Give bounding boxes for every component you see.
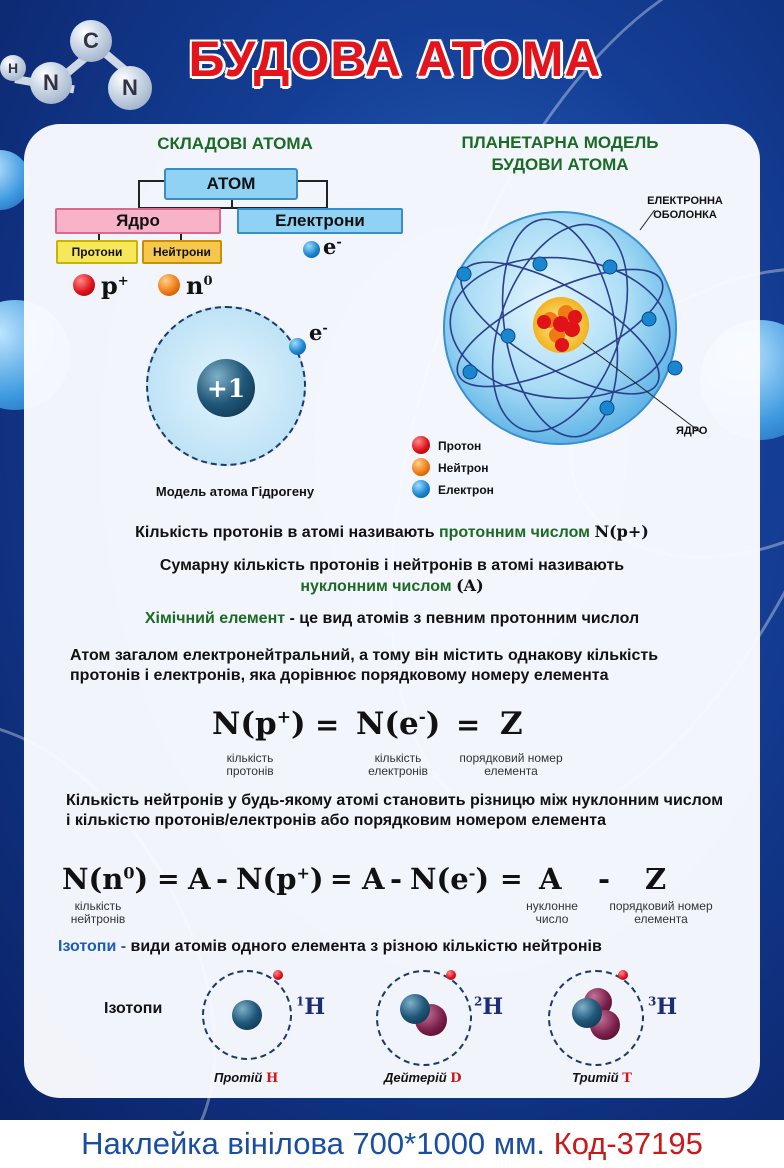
proton-symbol: p+ — [101, 271, 129, 300]
protium-electron — [273, 970, 283, 980]
footer-code: Код-37195 — [553, 1126, 703, 1161]
tree-connector — [326, 180, 328, 208]
tritium-proton — [572, 998, 602, 1028]
formula1-term-z: Z — [500, 706, 523, 742]
formula2-term-neutrons: $N(n^0)$ — [62, 862, 149, 896]
statement-isotopes: Ізотопи - види атомів одного елемента з різною кількістю нейтронів — [58, 938, 602, 955]
protons-box: Протони — [56, 240, 138, 264]
nucleus-box: Ядро — [55, 208, 221, 234]
hydrogen-caption: Модель атома Гідрогену — [155, 484, 315, 499]
isotopes-label: Ізотопи — [104, 1000, 163, 1017]
protium-symbol: $^1$H — [296, 994, 326, 1020]
formula1-label-protons: кількість протонів — [226, 751, 274, 778]
statement-proton-number: Кількість протонів в атомі називають протонним числом N(p+) — [135, 522, 649, 541]
molecule-atom-c: C — [70, 20, 112, 62]
components-heading: СКЛАДОВІ АТОМА — [157, 134, 313, 153]
formula2-nucleon: A — [362, 862, 385, 896]
formula1-equals: = — [315, 708, 340, 742]
formula2-minus: - — [390, 862, 403, 896]
hydrogen-nucleus: +1 — [197, 359, 255, 417]
tritium-symbol: $^3$H — [648, 994, 678, 1020]
tree-connector — [298, 180, 328, 182]
electrons-box: Електрони — [237, 208, 403, 234]
neutron-symbol: $n^0$ — [186, 271, 213, 300]
deuterium-symbol: $^2$H — [474, 994, 504, 1020]
formula1-term-electrons: N(e-) — [356, 706, 441, 742]
electron-ball — [303, 241, 320, 258]
formula2-term-electrons: N(e-) — [410, 862, 490, 896]
formula2-label-z: порядковий номер елемента — [609, 899, 713, 926]
formula2-term-z: Z — [645, 862, 667, 896]
planetary-model — [440, 210, 730, 460]
formula2-label-nucleon: нуклонне число — [526, 899, 578, 926]
formula2-nucleon: A — [539, 862, 562, 896]
legend-electron-swatch — [412, 480, 430, 498]
neutron-ball — [158, 274, 180, 296]
molecule-atom-h: H — [0, 55, 26, 81]
legend-neutron-label: Нейтрон — [438, 461, 489, 475]
proton-ball — [73, 274, 95, 296]
planetary-heading: ПЛАНЕТАРНА МОДЕЛЬ БУДОВИ АТОМА — [461, 133, 659, 174]
footer — [0, 1120, 784, 1168]
legend-proton-swatch — [412, 436, 430, 454]
formula2-equals: = — [330, 864, 353, 895]
formula1-label-electrons: кількість електронів — [368, 751, 428, 778]
formula2-equals: = — [500, 864, 523, 895]
formula2-equals: = — [157, 864, 180, 895]
legend-proton-label: Протон — [438, 439, 482, 453]
tritium-name: Тритій T — [572, 1070, 632, 1086]
deuterium-proton — [400, 994, 430, 1024]
formula1-label-z: порядковий номер елемента — [459, 751, 563, 778]
protium-proton — [232, 1000, 262, 1030]
statement-neutrality: Атом загалом електронейтральний, а тому він містить однакову кількість протонів і електронів, яка дорівнює порядковому номеру елемента — [70, 647, 659, 684]
formula1-term-protons: N(p+) — [212, 706, 306, 742]
formula2-minus: - — [216, 862, 229, 896]
formula2-minus: - — [598, 862, 611, 896]
formula1-equals: = — [456, 708, 481, 742]
footer-text: Наклейка вінілова 700*1000 мм. — [81, 1126, 554, 1161]
legend-neutron-swatch — [412, 458, 430, 476]
formula2-label-neutrons: кількість нейтронів — [70, 899, 126, 926]
tree-connector — [138, 180, 164, 182]
tree-connector — [138, 180, 140, 208]
statement-neutron-count: Кількість нейтронів у будь-якому атомі становить різницю між нуклонним числом і кількістю протонів/електронів або порядковим номером елемента — [66, 792, 724, 829]
shell-pointer — [640, 210, 662, 230]
deuterium-name: Дейтерій D — [384, 1070, 462, 1086]
formula2-nucleon: A — [188, 862, 211, 896]
formula2-term-protons: N(p+) — [236, 862, 324, 896]
tritium-electron — [618, 970, 628, 980]
molecule-atom-n: N — [30, 62, 72, 104]
legend-electron-label: Електрон — [438, 483, 494, 497]
protium-name: Протій H — [214, 1070, 279, 1086]
neutrons-box: Нейтрони — [142, 240, 222, 264]
nucleus-label: ЯДРО — [676, 425, 708, 437]
shell-label: ЕЛЕКТРОННА ОБОЛОНКА — [647, 195, 723, 221]
hydrogen-electron-symbol: e- — [309, 320, 328, 345]
molecule-atom-n: N — [108, 66, 152, 110]
statement-nucleon-number: Сумарну кількість протонів і нейтронів в атомі називають нуклонним числом (A) — [159, 557, 625, 595]
deuterium-electron — [446, 970, 456, 980]
statement-chemical-element: Хімічний елемент - це вид атомів з певним протонним числол — [144, 610, 640, 627]
electron-symbol: e- — [323, 234, 342, 259]
page-title: БУДОВА АТОМА — [188, 31, 602, 87]
atom-box: АТОМ — [164, 168, 298, 200]
hydrogen-electron — [289, 338, 306, 355]
